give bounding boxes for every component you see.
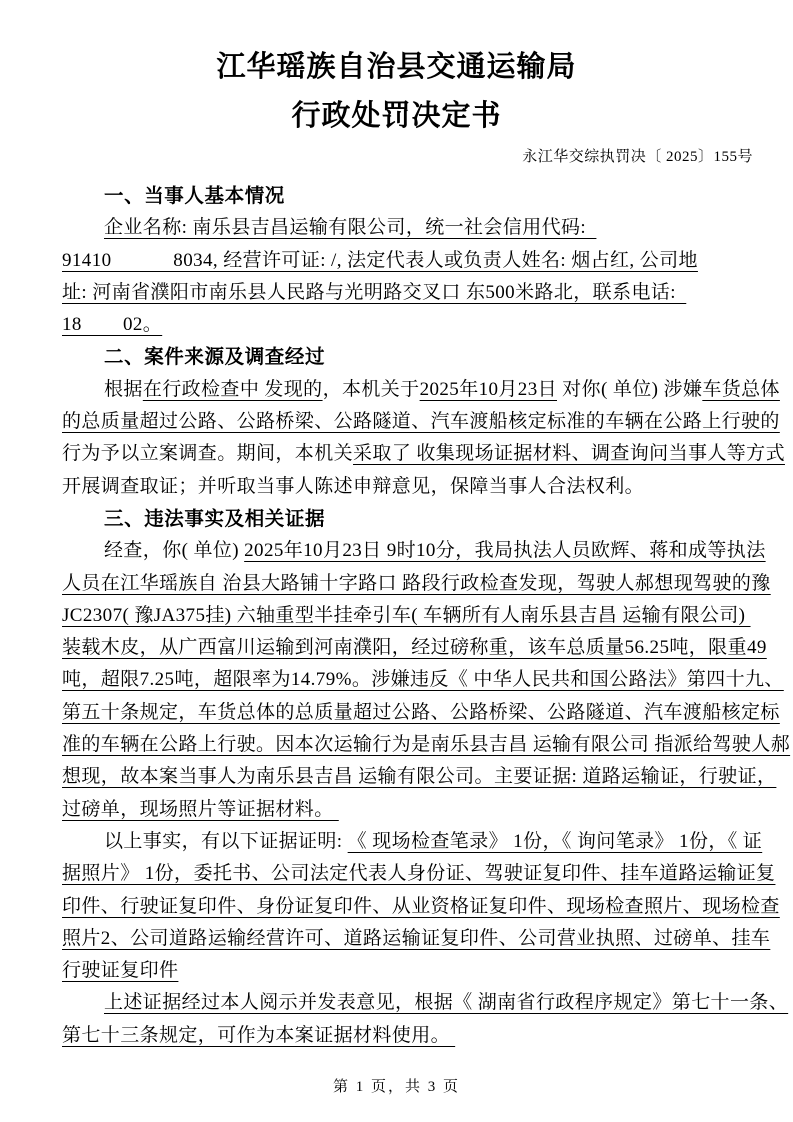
underlined-text: 照片2、公司道路运输经营许可、道路运输证复印件、公司营业执照、过磅单、挂车 <box>62 927 771 949</box>
text-line <box>62 309 779 341</box>
underlined-text: 装载木皮，从广西富川运输到河南濮阳，经过磅称重，该车总质量56.25吨，限重49 <box>62 637 767 659</box>
text-line <box>62 374 779 406</box>
plain-text: 以上事实，有以下证据证明: <box>104 830 348 852</box>
underlined-text: 行驶证复印件 <box>62 960 179 982</box>
underlined-text: 2025年10月23日 <box>419 378 557 400</box>
section-heading: 二、案件来源及调查经过 <box>104 345 326 369</box>
text-line <box>62 212 779 244</box>
section-heading: 三、违法事实及相关证据 <box>104 506 326 530</box>
text-line <box>62 600 779 632</box>
text-line <box>62 632 779 664</box>
underlined-text: 91410 8034, 经营许可证: /, 法定代表人或负责人姓名: 烟占红, 公司地 <box>62 249 698 271</box>
text-line <box>62 535 779 567</box>
text-line <box>62 277 779 309</box>
plain-text: 行为予以立案调查。期间，本机关 <box>62 443 354 465</box>
document-type-title: 行政处罚决定书 <box>291 98 502 132</box>
text-line <box>62 794 779 826</box>
underlined-text: 人员在江华瑶族自 治县大路铺十字路口 路段行政检查发现，驾驶人郝想现驾驶的豫 <box>62 572 771 594</box>
text-line <box>62 858 779 890</box>
underlined-text: 采取了 收集现场证据材料、调查询问当事人等方式 <box>353 443 785 465</box>
underlined-text: 准的车辆在公路上行驶。因本次运输行为是南乐县吉昌 运输有限公司 指派给驾驶人郝 <box>62 734 791 756</box>
text-line <box>62 761 779 793</box>
text-line <box>62 1020 779 1052</box>
text-line <box>62 406 779 438</box>
underlined-text: 《 现场检查笔录》 1份，《 询问笔录》 1份，《 证 <box>347 830 763 852</box>
underlined-text: 企业名称: 南乐县吉昌运输有限公司，统一社会信用代码: <box>104 217 597 239</box>
text-line <box>62 438 785 470</box>
document-body <box>0 180 793 1052</box>
underlined-text: JC2307( 豫JA375挂) 六轴重型半挂牵引车( 车辆所有人南乐县吉昌 运输有限公司) <box>62 604 751 626</box>
document-number: 永江华交综执罚决〔 2025〕155号 <box>522 149 753 165</box>
underlined-text: 2025年10月23日 9时10分，我局执法人员欧辉、蒋和成等执法 <box>244 540 766 562</box>
underlined-text: 想现，故本案当事人为南乐县吉昌 运输有限公司。主要证据: 道路运输证，行驶证， <box>62 766 777 788</box>
text-line <box>62 955 779 987</box>
text-line <box>62 664 784 696</box>
plain-text: 根据 <box>104 378 143 400</box>
underlined-text: 的总质量超过公路、公路桥梁、公路隧道、汽车渡船核定标准的车辆在公路上行驶的 <box>62 411 780 433</box>
underlined-text: 车货总体 <box>702 378 780 400</box>
text-line <box>62 987 789 1019</box>
document-title-block <box>0 0 793 138</box>
underlined-text: 第七十三条规定，可作为本案证据材料使用。 <box>62 1024 456 1046</box>
text-line <box>62 891 779 923</box>
underlined-text: 在行政检查中 发现的 <box>142 378 323 400</box>
underlined-text: 过磅单，现场照片等证据材料。 <box>62 798 339 820</box>
underlined-text: 第五十条规定，车货总体的总质量超过公路、公路桥梁、公路隧道、汽车渡船核定标 <box>62 701 780 723</box>
plain-text: 开展调查取证；并听取当事人陈述申辩意见，保障当事人合法权利。 <box>62 475 645 497</box>
underlined-text: 据照片》 1份，委托书、公司法定代表人身份证、驾驶证复印件、挂车道路运输证复 <box>62 863 776 885</box>
plain-text: 对你( 单位) 涉嫌 <box>557 378 703 400</box>
text-line <box>62 923 779 955</box>
text-line <box>62 471 779 503</box>
underlined-text: 18 02。 <box>62 314 163 336</box>
plain-text: ，本机关于 <box>322 378 420 400</box>
text-line <box>62 729 791 761</box>
agency-title: 江华瑶族自治县交通运输局 <box>216 49 577 83</box>
underlined-text: 上述证据经过本人阅示并发表意见，根据《 湖南省行政程序规定》第七十一条、 <box>104 992 789 1014</box>
text-line <box>62 697 779 729</box>
underlined-text: 印件、行驶证复印件、身份证复印件、从业资格证复印件、现场检查照片、现场检查 <box>62 895 780 917</box>
underlined-text: 吨，超限7.25吨，超限率为14.79%。涉嫌违反《 中华人民共和国公路法》第四十九、 <box>62 669 784 691</box>
section-heading: 一、当事人基本情况 <box>104 184 285 207</box>
underlined-text: 址: 河南省濮阳市南乐县人民路与光明路交叉口 东500米路北，联系电话: <box>62 281 687 303</box>
page-indicator: 第 1 页，共 3 页 <box>332 1079 460 1095</box>
plain-text: 经查，你( 单位) <box>104 540 245 562</box>
text-line <box>62 826 779 858</box>
text-line <box>62 568 779 600</box>
text-line <box>62 245 779 277</box>
